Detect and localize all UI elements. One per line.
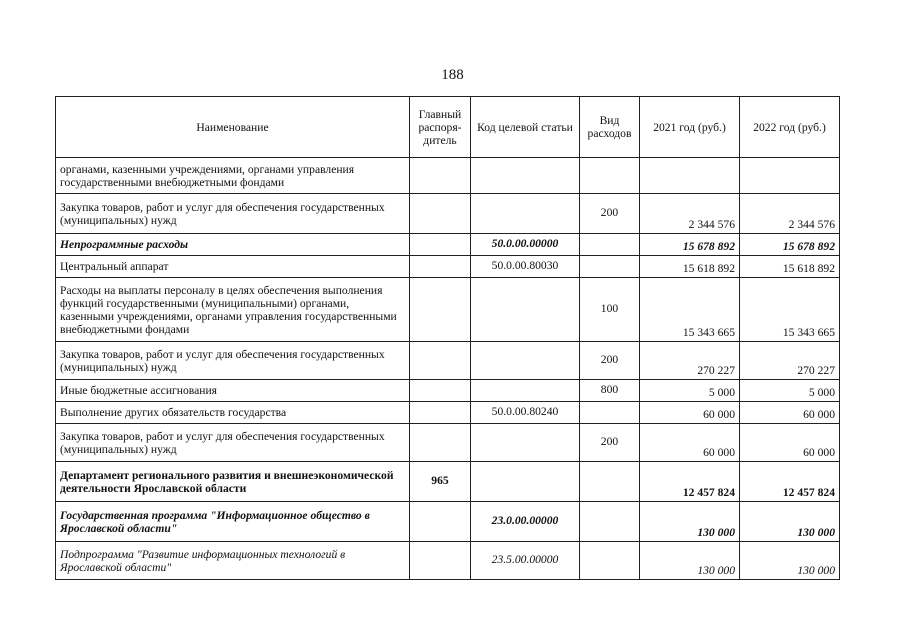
row-name-cell: Выполнение других обязательств государства [56, 402, 410, 424]
row-kind-cell [580, 256, 640, 278]
row-admin-cell [410, 278, 471, 342]
table-row [56, 462, 840, 502]
row-name-cell: Закупка товаров, работ и услуг для обеспечения государственных (муниципальных) нужд [56, 194, 410, 234]
row-2022-cell: 130 000 [740, 542, 840, 580]
row-admin-cell [410, 234, 471, 256]
col-header-name: Наименование [56, 97, 410, 158]
col-header-kind: Вид расходов [580, 97, 640, 158]
row-name-cell: Государственная программа "Информационное общество в Ярославской области" [56, 502, 410, 542]
row-admin-cell [410, 424, 471, 462]
row-2021-cell: 2 344 576 [640, 194, 740, 234]
row-kind-cell: 200 [580, 194, 640, 234]
row-name-cell: Центральный аппарат [56, 256, 410, 278]
row-kind-cell [580, 462, 640, 502]
row-kind-cell: 200 [580, 424, 640, 462]
row-2021-cell: 60 000 [640, 424, 740, 462]
row-code-cell: 50.0.00.00000 [471, 234, 580, 256]
table-row [56, 194, 840, 234]
table-row [56, 542, 840, 580]
row-kind-cell [580, 402, 640, 424]
row-admin-cell [410, 542, 471, 580]
col-header-admin: Главный распоря-дитель [410, 97, 471, 158]
budget-table [55, 96, 840, 580]
row-name-cell: Закупка товаров, работ и услуг для обеспечения государственных (муниципальных) нужд [56, 342, 410, 380]
col-header-2021: 2021 год (руб.) [640, 97, 740, 158]
row-2021-cell: 15 618 892 [640, 256, 740, 278]
row-code-cell [471, 278, 580, 342]
row-admin-cell [410, 502, 471, 542]
row-code-cell [471, 380, 580, 402]
col-header-code: Код целевой статьи [471, 97, 580, 158]
row-admin-cell [410, 256, 471, 278]
table-row [56, 256, 840, 278]
row-kind-cell: 200 [580, 342, 640, 380]
row-2022-cell: 2 344 576 [740, 194, 840, 234]
row-2021-cell: 15 343 665 [640, 278, 740, 342]
row-code-cell [471, 194, 580, 234]
table-row [56, 402, 840, 424]
row-kind-cell [580, 234, 640, 256]
row-name-cell: органами, казенными учреждениями, органами управления государственными внебюджетными фондами [56, 158, 410, 194]
row-name-cell: Подпрограмма "Развитие информационных технологий в Ярославской области" [56, 542, 410, 580]
row-code-cell [471, 462, 580, 502]
row-admin-cell: 965 [410, 462, 471, 502]
row-2022-cell: 60 000 [740, 402, 840, 424]
row-admin-cell [410, 402, 471, 424]
row-code-cell: 23.5.00.00000 [471, 542, 580, 580]
row-name-cell: Департамент регионального развития и внешнеэкономической деятельности Ярославской области [56, 462, 410, 502]
row-2021-cell: 15 678 892 [640, 234, 740, 256]
row-name-cell: Непрограммные расходы [56, 234, 410, 256]
row-2021-cell [640, 158, 740, 194]
row-2022-cell: 15 343 665 [740, 278, 840, 342]
row-kind-cell: 100 [580, 278, 640, 342]
table-header-row [56, 97, 840, 158]
row-2021-cell: 5 000 [640, 380, 740, 402]
row-name-cell: Расходы на выплаты персоналу в целях обеспечения выполнения функций государственными (муниципальными) органами, казенными учреждениями, органами управления государственными внебюджетными фондами [56, 278, 410, 342]
row-name-cell: Закупка товаров, работ и услуг для обеспечения государственных (муниципальных) нужд [56, 424, 410, 462]
row-admin-cell [410, 194, 471, 234]
row-2021-cell: 60 000 [640, 402, 740, 424]
table-row [56, 380, 840, 402]
row-code-cell [471, 342, 580, 380]
row-kind-cell [580, 502, 640, 542]
row-admin-cell [410, 380, 471, 402]
row-2022-cell [740, 158, 840, 194]
row-2021-cell: 12 457 824 [640, 462, 740, 502]
row-admin-cell [410, 158, 471, 194]
col-header-2022: 2022 год (руб.) [740, 97, 840, 158]
row-code-cell: 23.0.00.00000 [471, 502, 580, 542]
row-2022-cell: 15 678 892 [740, 234, 840, 256]
page-number: 188 [441, 67, 464, 83]
row-kind-cell [580, 158, 640, 194]
table-row [56, 234, 840, 256]
row-name-cell: Иные бюджетные ассигнования [56, 380, 410, 402]
row-2022-cell: 270 227 [740, 342, 840, 380]
table-row [56, 502, 840, 542]
row-2021-cell: 130 000 [640, 542, 740, 580]
row-2022-cell: 130 000 [740, 502, 840, 542]
row-code-cell: 50.0.00.80030 [471, 256, 580, 278]
row-kind-cell [580, 542, 640, 580]
table-row [56, 158, 840, 194]
table-row [56, 424, 840, 462]
row-code-cell [471, 424, 580, 462]
table-body [56, 158, 840, 580]
row-kind-cell: 800 [580, 380, 640, 402]
row-2022-cell: 15 618 892 [740, 256, 840, 278]
row-2021-cell: 270 227 [640, 342, 740, 380]
row-2021-cell: 130 000 [640, 502, 740, 542]
row-2022-cell: 12 457 824 [740, 462, 840, 502]
table-row [56, 342, 840, 380]
row-admin-cell [410, 342, 471, 380]
row-code-cell [471, 158, 580, 194]
row-2022-cell: 5 000 [740, 380, 840, 402]
row-code-cell: 50.0.00.80240 [471, 402, 580, 424]
row-2022-cell: 60 000 [740, 424, 840, 462]
table-row [56, 278, 840, 342]
